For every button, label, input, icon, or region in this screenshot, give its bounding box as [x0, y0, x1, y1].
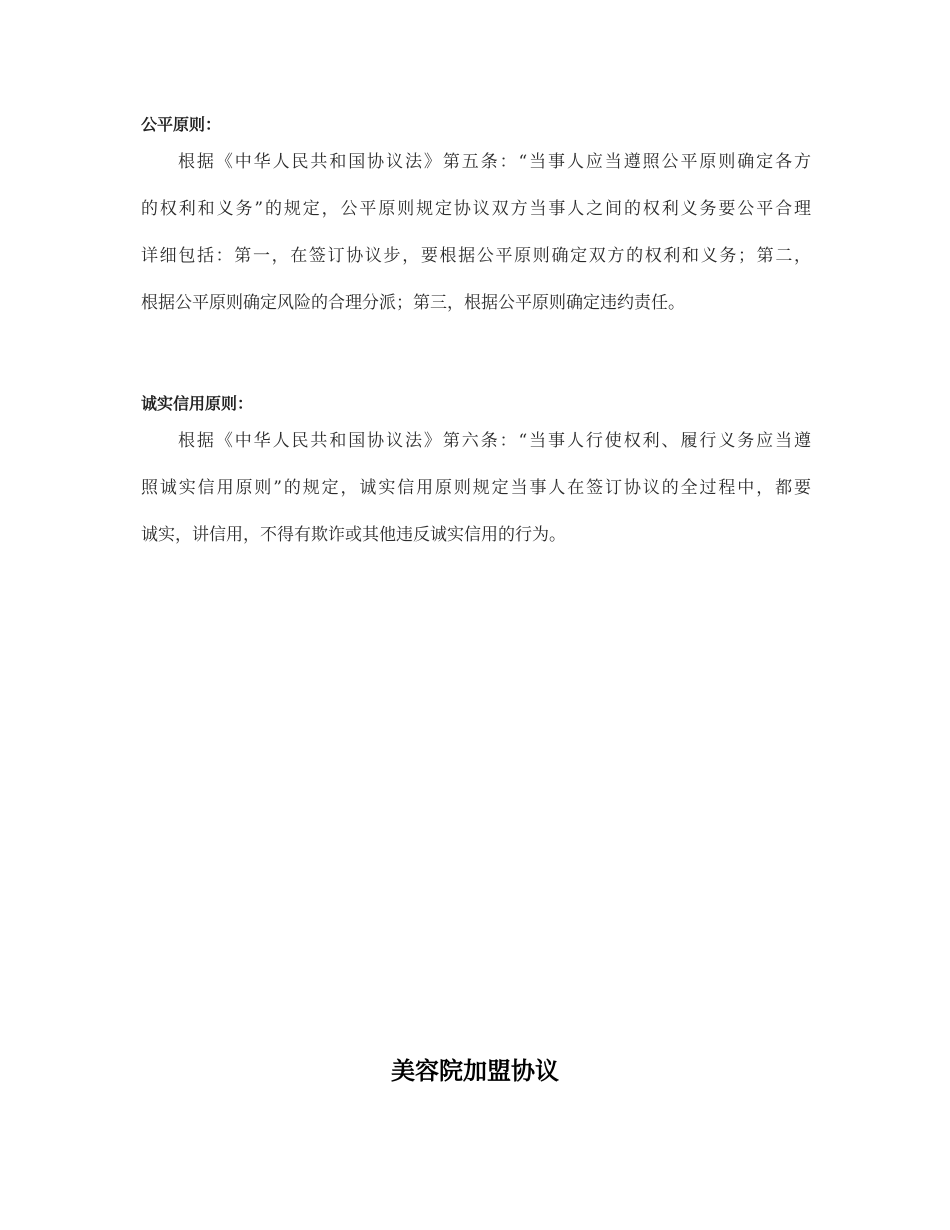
section-heading-fairness: 公平原则：	[141, 115, 222, 134]
paragraph-line: 详细包括：第一，在签订协议步，要根据公平原则确定双方的权利和义务；第二，	[141, 246, 811, 266]
section-heading-good-faith: 诚实信用原则：	[141, 394, 254, 413]
paragraph-line: 的权利和义务”的规定，公平原则规定协议双方当事人之间的权利义务要公平合理	[141, 199, 811, 219]
paragraph-line: 诚实，讲信用，不得有欺诈或其他违反诚实信用的行为。	[141, 525, 566, 545]
paragraph-line: 根据《中华人民共和国协议法》第五条：“当事人应当遵照公平原则确定各方	[178, 152, 811, 172]
paragraph-line: 根据《中华人民共和国协议法》第六条：“当事人行使权利、履行义务应当遵	[178, 431, 811, 451]
paragraph-line: 根据公平原则确定风险的合理分派；第三，根据公平原则确定违约责任。	[141, 293, 685, 313]
paragraph-line: 照诚实信用原则”的规定，诚实信用原则规定当事人在签订协议的全过程中，都要	[141, 478, 811, 498]
document-title: 美容院加盟协议	[391, 1057, 559, 1085]
